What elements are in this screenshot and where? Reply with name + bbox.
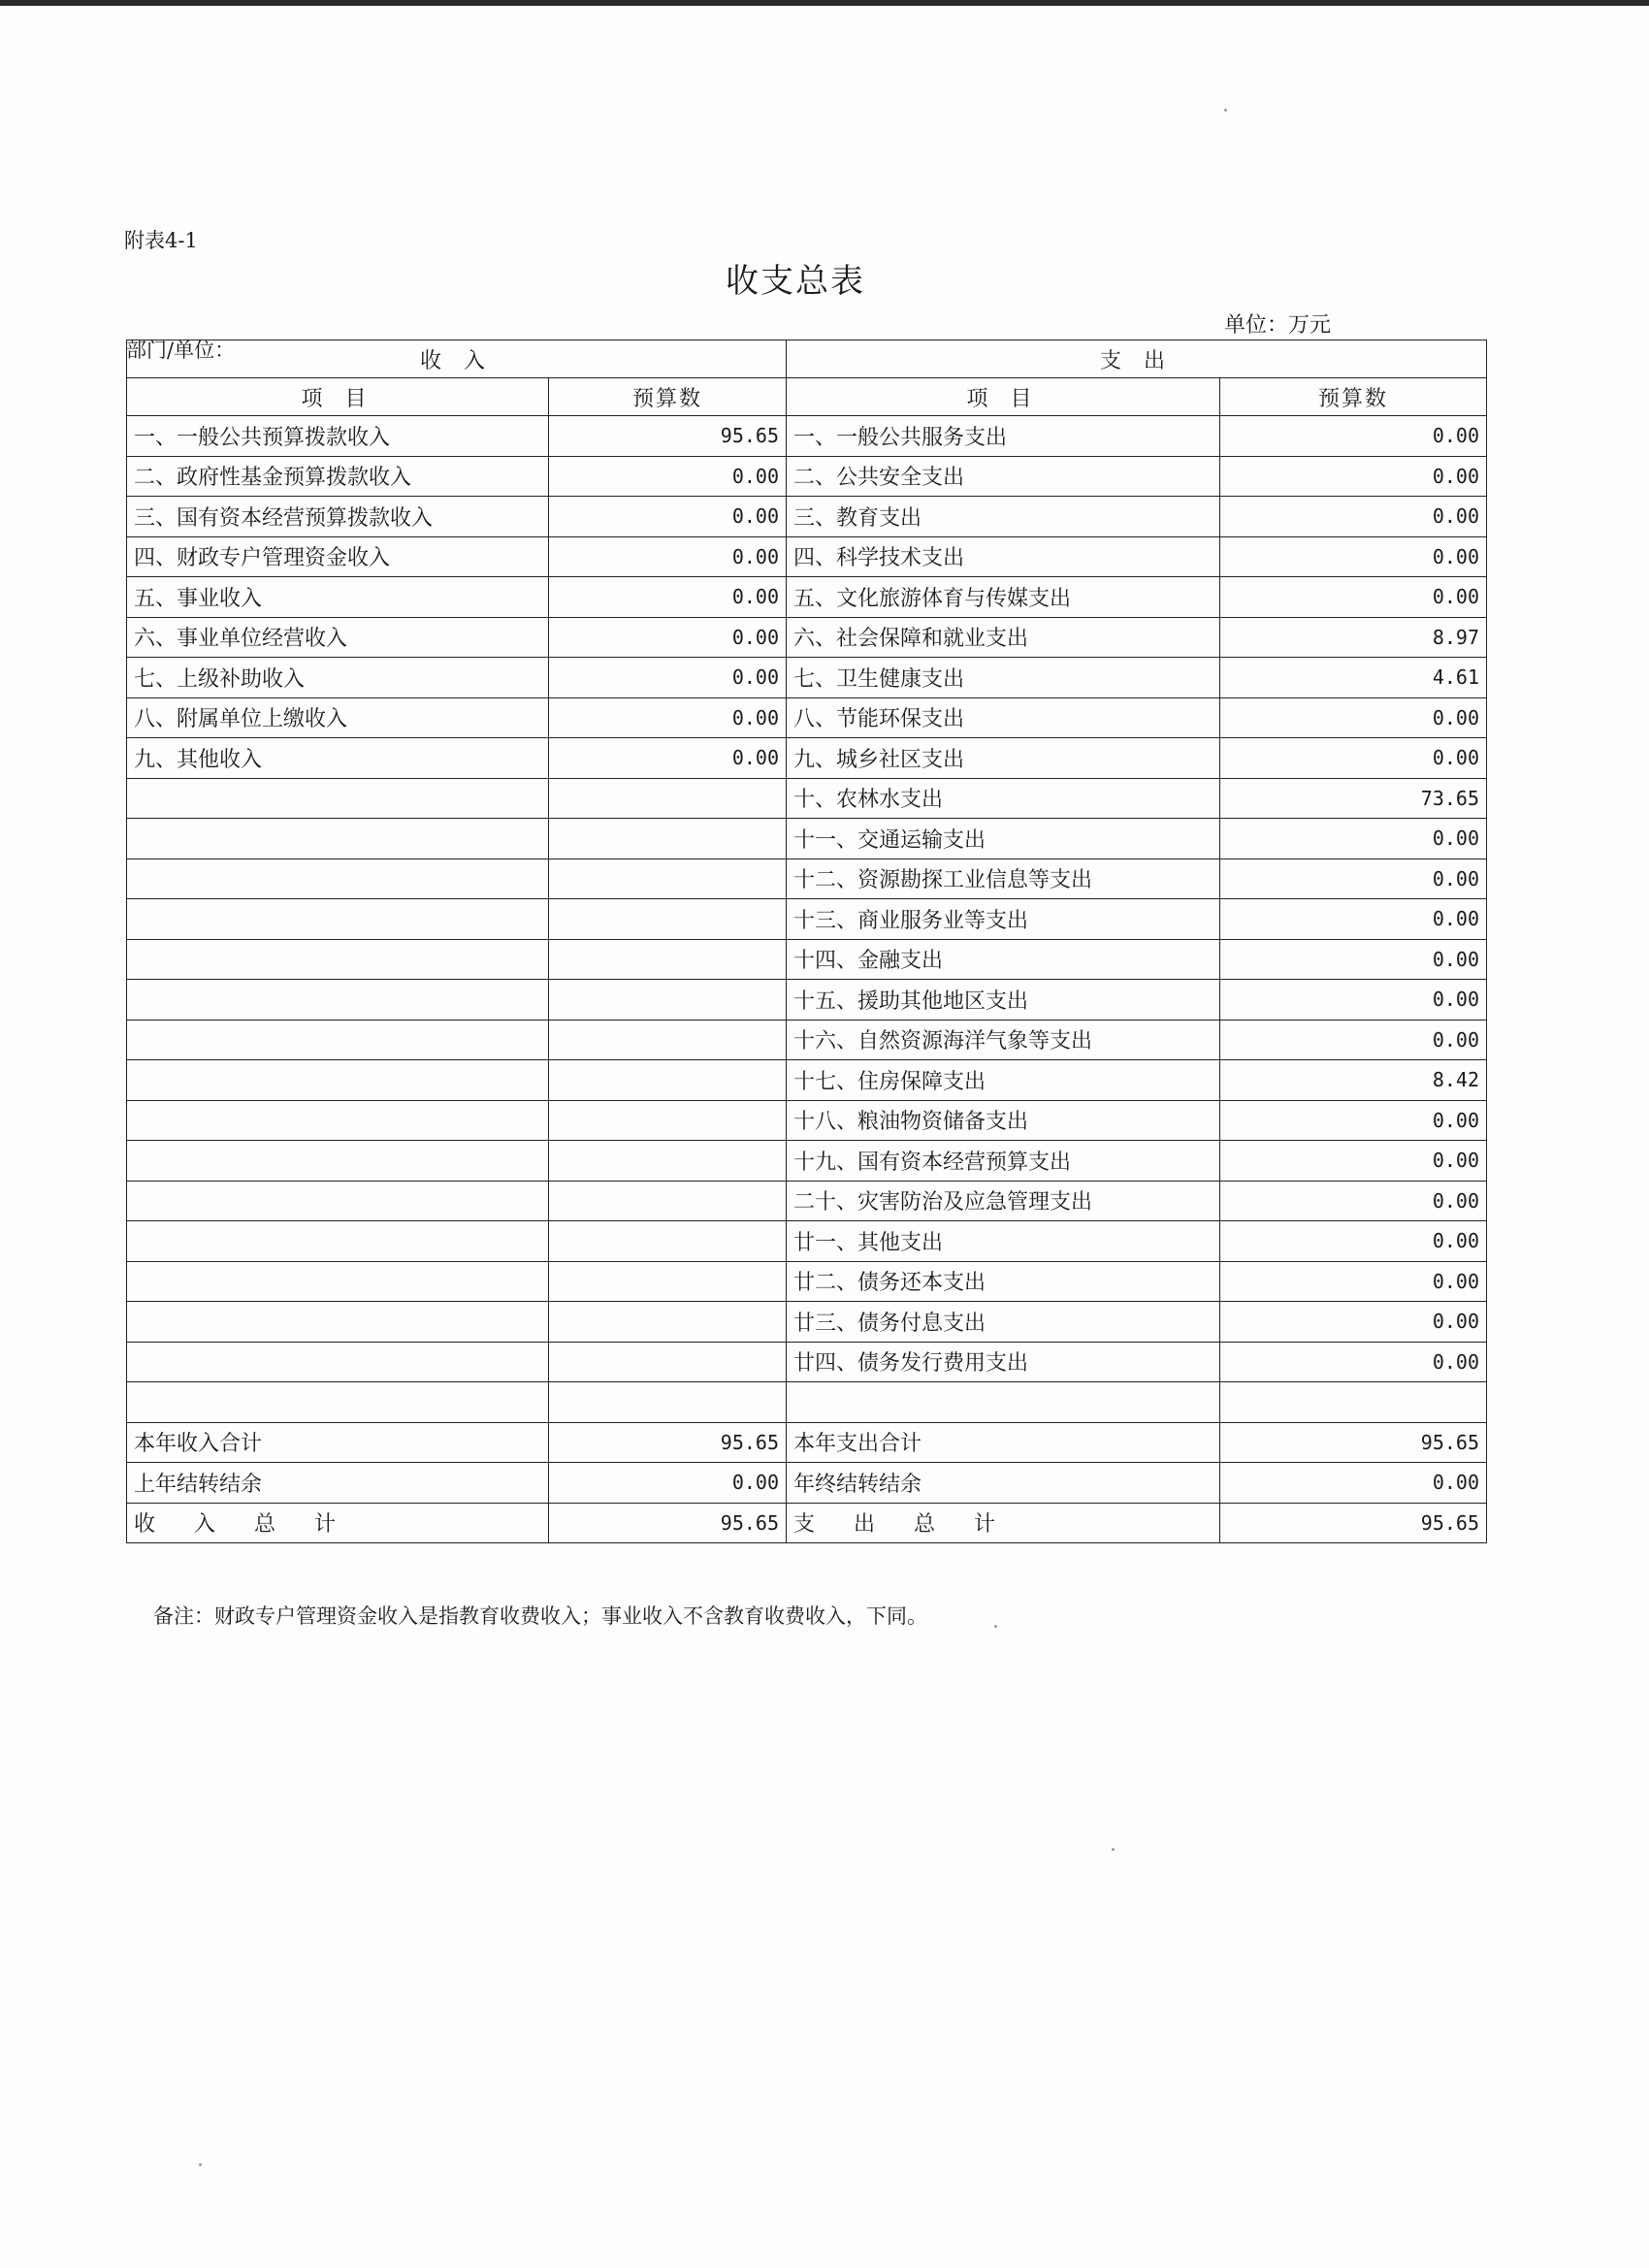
income-budget-cell [549, 778, 787, 819]
expense-item-cell: 六、社会保障和就业支出 [787, 617, 1220, 658]
income-budget-cell: 0.00 [549, 536, 787, 577]
expense-item-cell: 十八、粮油物资储备支出 [787, 1100, 1220, 1141]
expense-item-cell: 四、科学技术支出 [787, 536, 1220, 577]
expense-item-cell: 十一、交通运输支出 [787, 819, 1220, 859]
expense-item-cell: 一、一般公共服务支出 [787, 416, 1220, 457]
expense-item-cell: 本年支出合计 [787, 1422, 1220, 1463]
income-budget-cell [549, 1382, 787, 1423]
table-row [127, 939, 1487, 980]
expense-budget-cell: 0.00 [1220, 697, 1487, 738]
income-item-cell: 三、国有资本经营预算拨款收入 [127, 497, 549, 537]
income-item-cell: 二、政府性基金预算拨款收入 [127, 456, 549, 497]
income-item-cell [127, 980, 549, 1021]
income-item-cell [127, 899, 549, 940]
expense-item-header: 项 目 [787, 378, 1220, 416]
income-budget-cell [549, 819, 787, 859]
expense-budget-cell: 0.00 [1220, 1463, 1487, 1504]
expense-budget-cell: 0.00 [1220, 577, 1487, 618]
table-row [127, 416, 1487, 457]
table-row [127, 899, 1487, 940]
expense-section-header: 支 出 [787, 340, 1487, 378]
table-row [127, 1422, 1487, 1463]
expense-item-cell: 廿一、其他支出 [787, 1221, 1220, 1262]
sheet-number: 附表4-1 [124, 229, 198, 252]
income-budget-cell [549, 1261, 787, 1302]
income-budget-header: 预算数 [549, 378, 787, 416]
income-budget-cell [549, 899, 787, 940]
table-row [127, 1060, 1487, 1101]
income-budget-cell: 0.00 [549, 617, 787, 658]
expense-item-cell: 八、节能环保支出 [787, 697, 1220, 738]
expense-budget-cell: 95.65 [1220, 1503, 1487, 1543]
income-budget-cell [549, 980, 787, 1021]
table-row [127, 1463, 1487, 1504]
table-row [127, 1342, 1487, 1382]
expense-budget-cell: 0.00 [1220, 939, 1487, 980]
expense-item-cell: 十五、援助其他地区支出 [787, 980, 1220, 1021]
income-budget-cell [549, 1221, 787, 1262]
income-budget-cell [549, 859, 787, 899]
income-budget-cell: 0.00 [549, 1463, 787, 1504]
income-budget-cell: 0.00 [549, 456, 787, 497]
income-item-cell [127, 939, 549, 980]
table-row [127, 1261, 1487, 1302]
income-item-cell: 九、其他收入 [127, 738, 549, 779]
income-budget-cell: 95.65 [549, 1422, 787, 1463]
table-row [127, 1221, 1487, 1262]
income-budget-cell: 0.00 [549, 497, 787, 537]
expense-item-cell: 廿二、债务还本支出 [787, 1261, 1220, 1302]
income-budget-cell [549, 1100, 787, 1141]
column-header-row [127, 378, 1487, 416]
table-row [127, 778, 1487, 819]
table-row [127, 1302, 1487, 1343]
expense-item-cell: 十七、住房保障支出 [787, 1060, 1220, 1101]
income-item-cell [127, 1382, 549, 1423]
table-row [127, 819, 1487, 859]
expense-budget-cell: 0.00 [1220, 1100, 1487, 1141]
scan-speck [1112, 1848, 1115, 1851]
income-item-cell [127, 1100, 549, 1141]
expense-item-cell: 五、文化旅游体育与传媒支出 [787, 577, 1220, 618]
expense-budget-cell: 95.65 [1220, 1422, 1487, 1463]
income-item-cell [127, 1060, 549, 1101]
income-budget-cell [549, 1141, 787, 1182]
expense-item-cell: 七、卫生健康支出 [787, 658, 1220, 698]
expense-budget-cell: 0.00 [1220, 497, 1487, 537]
expense-item-cell: 十九、国有资本经营预算支出 [787, 1141, 1220, 1182]
income-budget-cell [549, 1181, 787, 1221]
table-row [127, 1020, 1487, 1060]
expense-budget-cell: 0.00 [1220, 456, 1487, 497]
income-item-cell: 五、事业收入 [127, 577, 549, 618]
income-budget-cell [549, 1342, 787, 1382]
table-row [127, 1100, 1487, 1141]
income-item-cell [127, 859, 549, 899]
table-row [127, 497, 1487, 537]
table-row [127, 738, 1487, 779]
expense-budget-cell: 0.00 [1220, 1020, 1487, 1060]
scan-speck [994, 1625, 997, 1628]
section-header-row [127, 340, 1487, 378]
expense-item-cell: 十六、自然资源海洋气象等支出 [787, 1020, 1220, 1060]
income-item-cell: 六、事业单位经营收入 [127, 617, 549, 658]
expense-item-cell: 二、公共安全支出 [787, 456, 1220, 497]
income-item-cell: 一、一般公共预算拨款收入 [127, 416, 549, 457]
expense-budget-cell: 8.97 [1220, 617, 1487, 658]
income-item-cell [127, 1181, 549, 1221]
table-body [127, 416, 1487, 1543]
expense-budget-cell: 0.00 [1220, 1302, 1487, 1343]
income-budget-cell: 0.00 [549, 738, 787, 779]
expense-item-cell [787, 1382, 1220, 1423]
scan-speck [199, 2163, 202, 2166]
expense-item-cell: 廿四、债务发行费用支出 [787, 1342, 1220, 1382]
table-row [127, 577, 1487, 618]
income-item-cell [127, 1221, 549, 1262]
income-section-header: 收 入 [127, 340, 787, 378]
expense-item-cell: 十二、资源勘探工业信息等支出 [787, 859, 1220, 899]
income-budget-cell [549, 1020, 787, 1060]
dept-label: 部门/单位： [126, 339, 236, 362]
income-budget-cell: 95.65 [549, 1503, 787, 1543]
expense-budget-cell: 0.00 [1220, 1261, 1487, 1302]
income-item-cell [127, 1342, 549, 1382]
income-item-cell [127, 1020, 549, 1060]
expense-budget-cell: 0.00 [1220, 738, 1487, 779]
table-row [127, 980, 1487, 1021]
income-item-cell: 上年结转结余 [127, 1463, 549, 1504]
table-row [127, 859, 1487, 899]
expense-item-cell: 二十、灾害防治及应急管理支出 [787, 1181, 1220, 1221]
scan-speck [1224, 109, 1227, 112]
income-item-cell: 四、财政专户管理资金收入 [127, 536, 549, 577]
expense-item-cell: 十、农林水支出 [787, 778, 1220, 819]
expense-budget-cell: 0.00 [1220, 819, 1487, 859]
expense-item-cell: 年终结转结余 [787, 1463, 1220, 1504]
expense-item-cell: 十四、金融支出 [787, 939, 1220, 980]
income-budget-cell [549, 1060, 787, 1101]
table-row [127, 658, 1487, 698]
table-row [127, 1181, 1487, 1221]
expense-budget-cell: 0.00 [1220, 859, 1487, 899]
table-row [127, 617, 1487, 658]
expense-budget-cell: 0.00 [1220, 416, 1487, 457]
expense-item-cell: 三、教育支出 [787, 497, 1220, 537]
scan-top-edge [0, 0, 1649, 6]
income-item-header: 项 目 [127, 378, 549, 416]
table-row [127, 1382, 1487, 1423]
expense-budget-header: 预算数 [1220, 378, 1487, 416]
income-item-cell [127, 1302, 549, 1343]
expense-item-cell: 九、城乡社区支出 [787, 738, 1220, 779]
expense-item-cell: 十三、商业服务业等支出 [787, 899, 1220, 940]
expense-budget-cell: 0.00 [1220, 1342, 1487, 1382]
budget-summary-table [126, 340, 1487, 1543]
expense-budget-cell: 0.00 [1220, 1221, 1487, 1262]
income-budget-cell [549, 1302, 787, 1343]
expense-budget-cell: 0.00 [1220, 1141, 1487, 1182]
expense-item-cell: 支出总计 [787, 1503, 1220, 1543]
income-item-cell [127, 819, 549, 859]
expense-budget-cell: 0.00 [1220, 980, 1487, 1021]
expense-budget-cell: 73.65 [1220, 778, 1487, 819]
unit-label: 单位：万元 [1224, 313, 1332, 338]
expense-budget-cell: 0.00 [1220, 536, 1487, 577]
income-item-cell: 本年收入合计 [127, 1422, 549, 1463]
table-row [127, 1503, 1487, 1543]
income-item-cell [127, 1261, 549, 1302]
income-item-cell: 八、附属单位上缴收入 [127, 697, 549, 738]
expense-budget-cell: 8.42 [1220, 1060, 1487, 1101]
income-budget-cell [549, 939, 787, 980]
income-item-cell [127, 778, 549, 819]
table-row [127, 456, 1487, 497]
table-row [127, 697, 1487, 738]
income-budget-cell: 0.00 [549, 697, 787, 738]
expense-budget-cell: 0.00 [1220, 899, 1487, 940]
expense-budget-cell: 0.00 [1220, 1181, 1487, 1221]
income-budget-cell: 95.65 [549, 416, 787, 457]
income-budget-cell: 0.00 [549, 577, 787, 618]
expense-budget-cell [1220, 1382, 1487, 1423]
expense-budget-cell: 4.61 [1220, 658, 1487, 698]
table-row [127, 1141, 1487, 1182]
income-item-cell: 收入总计 [127, 1503, 549, 1543]
page-title: 收支总表 [726, 262, 865, 301]
footnote: 备注：财政专户管理资金收入是指教育收费收入；事业收入不含教育收费收入，下同。 [153, 1604, 927, 1628]
table-row [127, 536, 1487, 577]
expense-item-cell: 廿三、债务付息支出 [787, 1302, 1220, 1343]
income-item-cell [127, 1141, 549, 1182]
income-item-cell: 七、上级补助收入 [127, 658, 549, 698]
income-budget-cell: 0.00 [549, 658, 787, 698]
